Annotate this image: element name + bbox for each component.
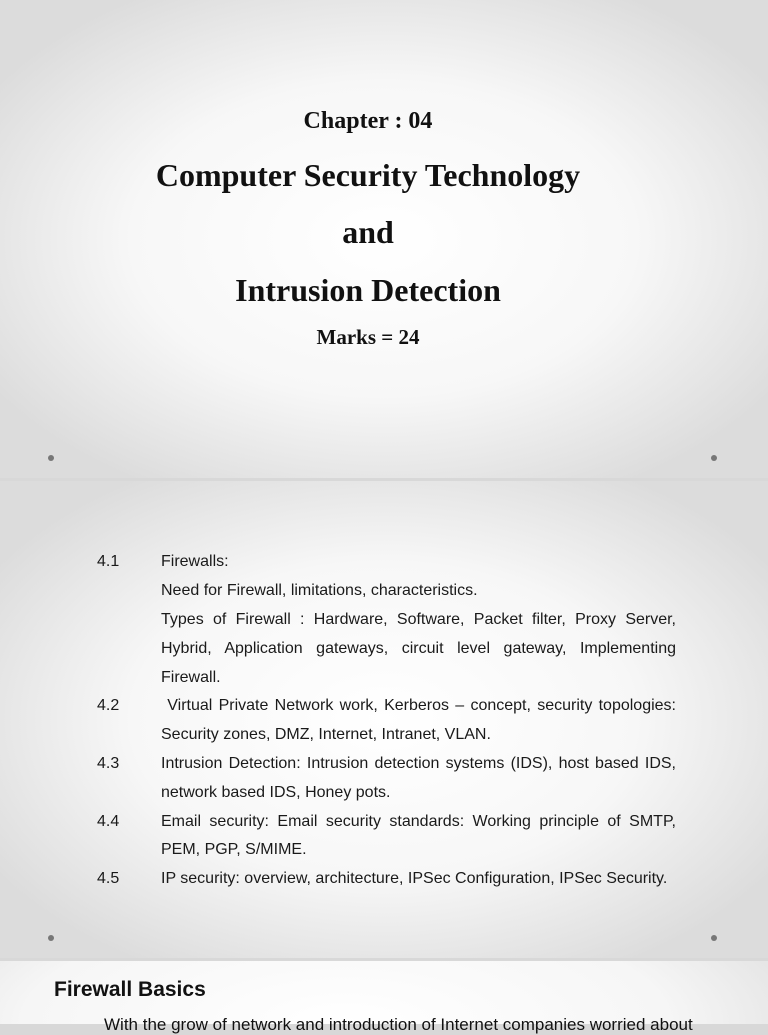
item-line: Firewall.	[161, 669, 221, 686]
item-line: Security zones, DMZ, Internet, Intranet, VLAN.	[161, 726, 491, 743]
item-line: Virtual Private Network work, Kerberos – concept, security topologies:	[161, 697, 676, 714]
item-number: 4.5	[97, 870, 120, 887]
firewall-basics-slide	[0, 961, 768, 1034]
item-line: Firewalls:	[161, 553, 229, 570]
item-line: IP security: overview, architecture, IPSec Configuration, IPSec Security.	[161, 870, 668, 887]
bullet-dot-icon	[711, 455, 717, 461]
item-number: 4.4	[97, 813, 120, 830]
item-number: 4.3	[97, 755, 120, 772]
syllabus-slide	[0, 481, 768, 958]
chapter-label: Chapter : 04	[303, 108, 433, 134]
item-line: Hybrid, Application gateways, circuit level gateway, Implementing	[161, 640, 676, 657]
marks-label: Marks = 24	[316, 325, 420, 349]
title-line-2: and	[342, 214, 394, 250]
item-number: 4.1	[97, 553, 120, 570]
title-slide	[0, 0, 768, 478]
item-line: Types of Firewall : Hardware, Software, Packet filter, Proxy Server,	[161, 611, 676, 628]
item-line: PEM, PGP, S/MIME.	[161, 841, 307, 858]
item-line: Intrusion Detection: Intrusion detection systems (IDS), host based IDS,	[161, 755, 676, 772]
item-line: Need for Firewall, limitations, characteristics.	[161, 582, 478, 599]
slide-heading: Firewall Basics	[54, 978, 206, 1001]
title-line-1: Computer Security Technology	[155, 157, 581, 193]
bullet-dot-icon	[48, 935, 54, 941]
bullet-dot-icon	[711, 935, 717, 941]
item-number: 4.2	[97, 697, 120, 714]
title-line-3: Intrusion Detection	[235, 272, 501, 308]
item-line: Email security: Email security standards: Working principle of SMTP,	[161, 813, 676, 830]
slide-body-text: With the grow of network and introduction of Internet companies worried about	[104, 1015, 693, 1034]
bullet-dot-icon	[48, 455, 54, 461]
item-line: network based IDS, Honey pots.	[161, 784, 391, 801]
